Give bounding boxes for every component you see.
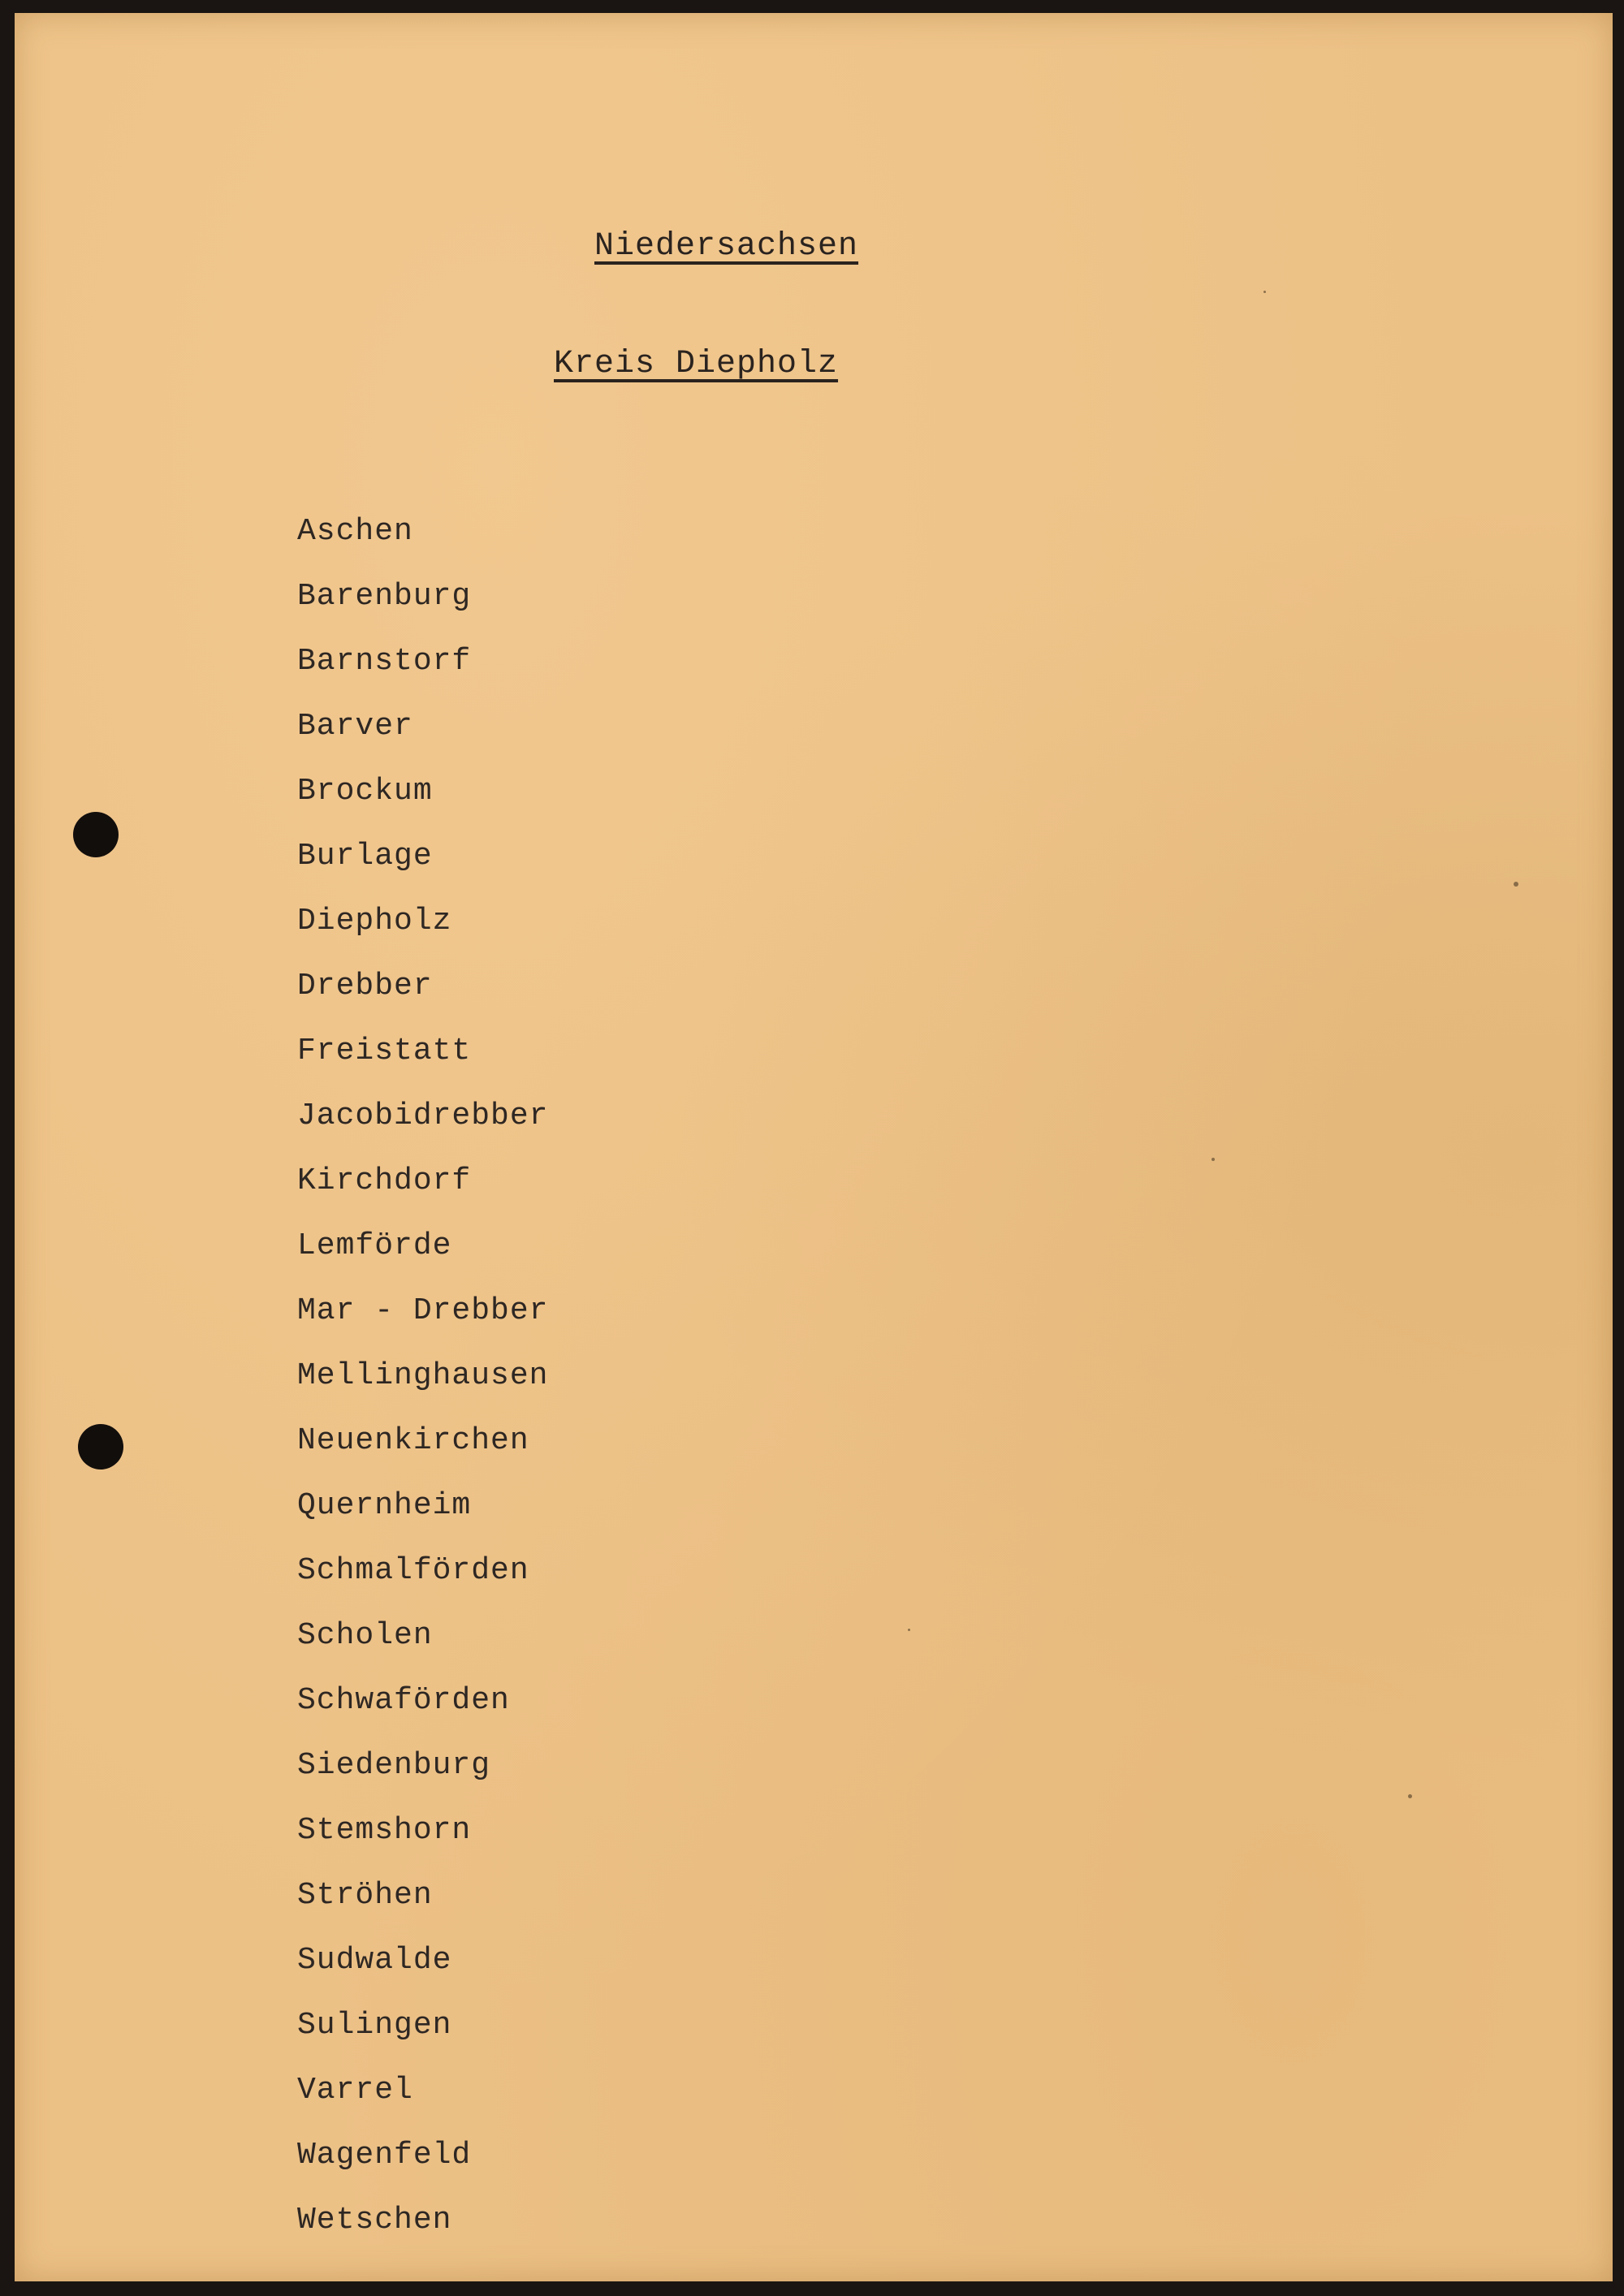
- place-item: Neuenkirchen: [297, 1423, 529, 1458]
- place-item: Wetschen: [297, 2203, 452, 2238]
- place-item: Diepholz: [297, 904, 452, 939]
- document-page: [15, 13, 1613, 2281]
- punch-hole-upper: [73, 812, 119, 857]
- place-item: Drebber: [297, 969, 433, 1003]
- place-item: Burlage: [297, 839, 433, 874]
- place-item: Wagenfeld: [297, 2138, 472, 2173]
- place-item: Barnstorf: [297, 644, 472, 679]
- place-item: Kirchdorf: [297, 1163, 472, 1198]
- place-item: Siedenburg: [297, 1748, 491, 1783]
- place-item: Ströhen: [297, 1878, 433, 1913]
- state-heading: Niedersachsen: [594, 228, 859, 265]
- place-item: Sudwalde: [297, 1943, 452, 1978]
- place-item: Aschen: [297, 514, 413, 549]
- place-item: Varrel: [297, 2073, 413, 2108]
- place-item: Quernheim: [297, 1488, 472, 1523]
- place-item: Scholen: [297, 1618, 433, 1653]
- place-item: Mar - Drebber: [297, 1293, 549, 1328]
- place-item: Barenburg: [297, 579, 472, 614]
- district-heading: Kreis Diepholz: [554, 346, 839, 382]
- punch-hole-lower: [78, 1424, 123, 1470]
- place-item: Mellinghausen: [297, 1358, 549, 1393]
- place-item: Stemshorn: [297, 1813, 472, 1848]
- place-item: Barver: [297, 709, 413, 744]
- place-item: Brockum: [297, 774, 433, 809]
- place-item: Lemförde: [297, 1228, 452, 1263]
- place-list: [297, 499, 548, 2253]
- place-item: Jacobidrebber: [297, 1098, 549, 1133]
- place-item: Schwaförden: [297, 1683, 510, 1718]
- place-item: Sulingen: [297, 2008, 452, 2043]
- place-item: Freistatt: [297, 1034, 472, 1068]
- place-item: Schmalförden: [297, 1553, 529, 1588]
